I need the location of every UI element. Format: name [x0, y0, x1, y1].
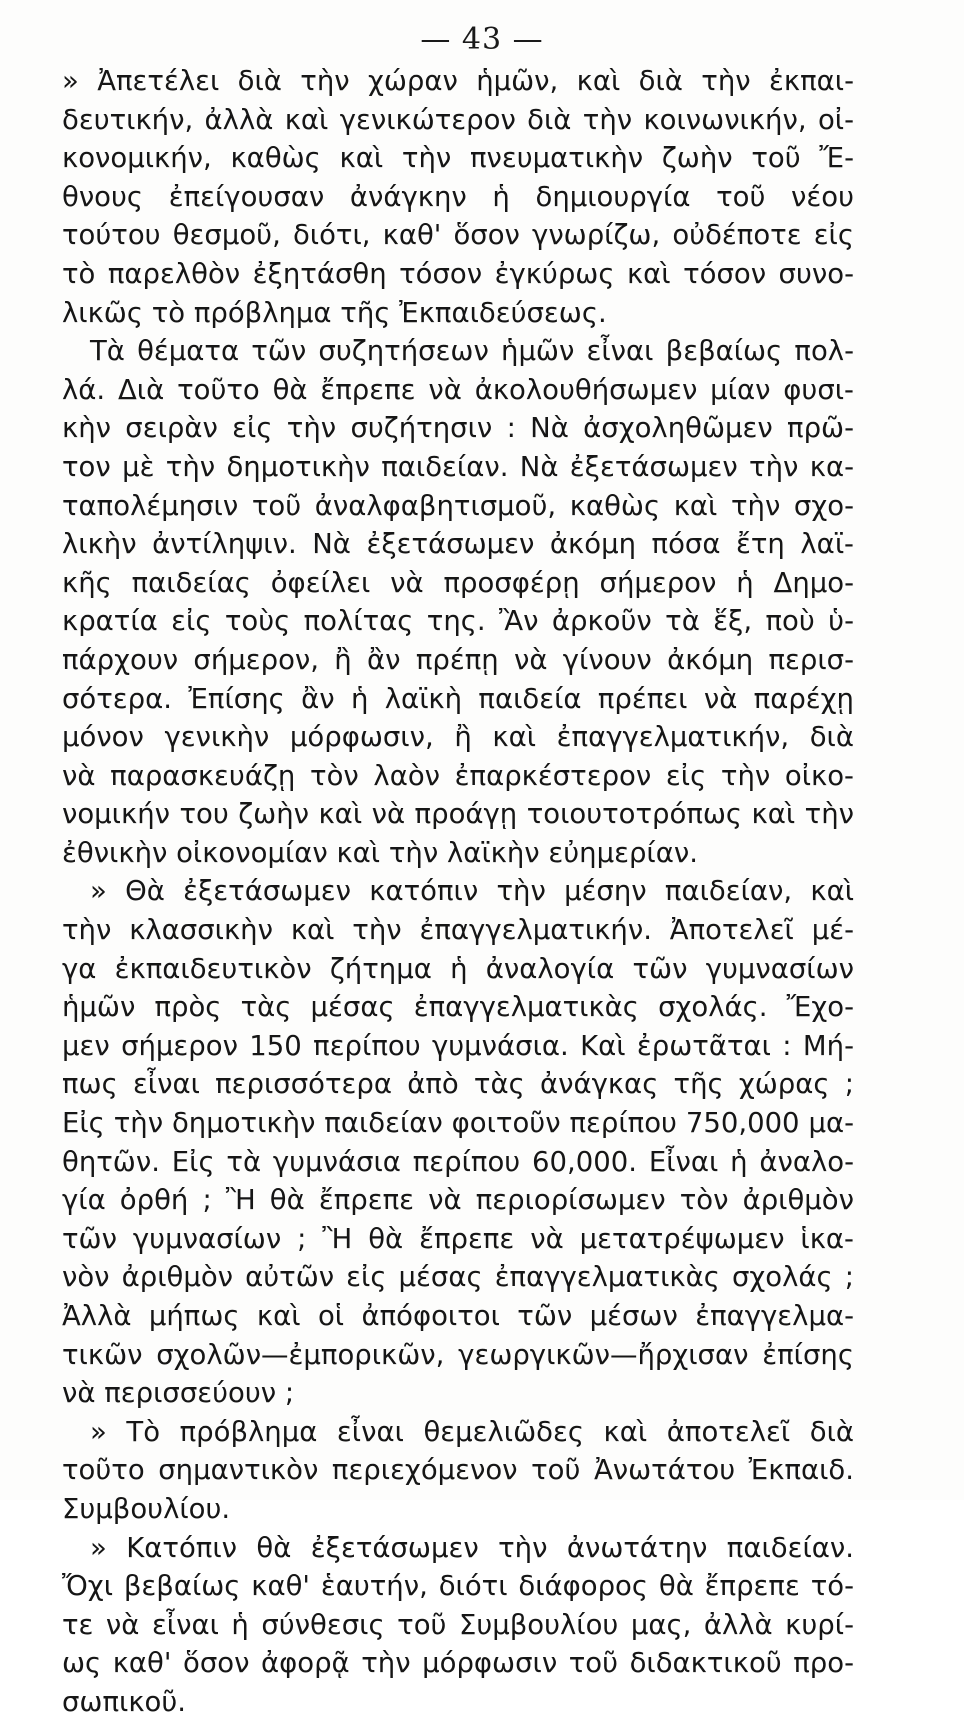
text-line: νομικήν του ζωὴν καὶ νὰ προάγῃ τοιουτοτρόπως καὶ τὴν [62, 798, 854, 831]
text-line: θητῶν. Εἰς τὰ γυμνάσια περίπου 60,000. Εἶναι ἡ ἀναλο- [62, 1145, 854, 1178]
text-line: » Θὰ ἐξετάσωμεν κατόπιν τὴν μέσην παιδείαν, καὶ [90, 875, 854, 908]
text-line: ἡμῶν πρὸς τὰς μέσας ἐπαγγελματικὰς σχολάς. Ἔχο- [62, 991, 854, 1024]
text-line: νὰ παρασκευάζῃ τὸν λαὸν ἐπαρκέστερον εἰς τὴν οἰκο- [62, 759, 854, 792]
text-line: ως καθ' ὅσον ἀφορᾷ τὴν μόρφωσιν τοῦ διδακτικοῦ προ- [62, 1647, 854, 1680]
paragraph [62, 1529, 854, 1722]
text-line: δευτικήν, ἀλλὰ καὶ γενικώτερον διὰ τὴν κοινωνικήν, οἰ- [62, 103, 854, 136]
text-line: Τὰ θέματα τῶν συζητήσεων ἡμῶν εἶναι βεβαίως πολ- [90, 335, 854, 368]
text-line: θνους ἐπείγουσαν ἀνάγκην ἡ δημιουργία τοῦ νέου [62, 180, 854, 213]
text-line: λά. Διὰ τοῦτο θὰ ἔπρεπε νὰ ἀκολουθήσωμεν μίαν φυσι- [62, 373, 854, 406]
paragraph [62, 332, 854, 872]
text-line: τον μὲ τὴν δημοτικὴν παιδείαν. Νὰ ἐξετάσωμεν τὴν κα- [62, 450, 854, 483]
text-line: μεν σήμερον 150 περίπου γυμνάσια. Καὶ ἐρωτᾶται : Μή- [62, 1029, 854, 1062]
text-line: σότερα. Ἐπίσης ἂν ἡ λαϊκὴ παιδεία πρέπει νὰ παρέχῃ [62, 682, 854, 715]
text-line: Συμβουλίου. [62, 1492, 231, 1525]
text-line: Εἰς τὴν δημοτικὴν παιδείαν φοιτοῦν περίπου 750,000 μα- [62, 1107, 854, 1140]
text-line: τῶν γυμνασίων ; Ἢ θὰ ἔπρεπε νὰ μετατρέψωμεν ἱκα- [62, 1222, 854, 1255]
text-line: » Τὸ πρόβλημα εἶναι θεμελιῶδες καὶ ἀποτελεῖ διὰ [90, 1415, 854, 1448]
text-line: Ἀλλὰ μήπως καὶ οἱ ἀπόφοιτοι τῶν μέσων ἐπαγγελμα- [62, 1300, 854, 1332]
paragraph [62, 1413, 854, 1529]
text-line: Ὄχι βεβαίως καθ' ἑαυτήν, διότι διάφορος θὰ ἔπρεπε τό- [62, 1570, 854, 1603]
body-text [62, 62, 854, 1722]
text-line: κρατία εἰς τοὺς πολίτας της. Ἂν ἀρκοῦν τὰ ἕξ, ποὺ ὑ- [62, 605, 854, 638]
text-line: τε νὰ εἶναι ἡ σύνθεσις τοῦ Συμβουλίου μας, ἀλλὰ κυρί- [62, 1608, 854, 1641]
page-number: — 43 — [420, 22, 544, 57]
text-line: μόνον γενικὴν μόρφωσιν, ἢ καὶ ἐπαγγελματικήν, διὰ [62, 721, 854, 754]
text-line: νὸν ἀριθμὸν αὐτῶν εἰς μέσας ἐπαγγελματικὰς σχολάς ; [62, 1261, 854, 1294]
text-line: » Κατόπιν θὰ ἐξετάσωμεν τὴν ἀνωτάτην παιδείαν. [90, 1531, 854, 1564]
text-line: τὴν κλασσικὴν καὶ τὴν ἐπαγγελματικήν. Ἀποτελεῖ μέ- [62, 914, 854, 947]
text-line: τικῶν σχολῶν—ἐμπορικῶν, γεωργικῶν—ἤρχισαν ἐπίσης [62, 1338, 854, 1371]
text-line: πως εἶναι περισσότερα ἀπὸ τὰς ἀνάγκας τῆς χώρας ; [62, 1068, 854, 1101]
text-line: ἐθνικὴν οἰκονομίαν καὶ τὴν λαϊκὴν εὐημερίαν. [62, 836, 698, 869]
text-line: λικὴν ἀντίληψιν. Νὰ ἐξετάσωμεν ἀκόμη πόσα ἔτη λαϊ- [62, 528, 854, 561]
text-line: γία ὀρθή ; Ἢ θὰ ἔπρεπε νὰ περιορίσωμεν τὸν ἀριθμὸν [62, 1184, 854, 1217]
text-line: νὰ περισσεύουν ; [62, 1377, 295, 1410]
text-line: τὸ παρελθὸν ἐξητάσθη τόσον ἐγκύρως καὶ τόσον συνο- [62, 257, 854, 290]
text-line: ταπολέμησιν τοῦ ἀναλφαβητισμοῦ, καθὼς καὶ τὴν σχο- [62, 489, 854, 522]
text-line: κὴν σειρὰν εἰς τὴν συζήτησιν : Νὰ ἀσχοληθῶμεν πρῶ- [62, 412, 854, 445]
paragraph [62, 872, 854, 1412]
text-line: κονομικήν, καθὼς καὶ τὴν πνευματικὴν ζωὴν τοῦ Ἔ- [62, 142, 854, 175]
text-line: πάρχουν σήμερον, ἢ ἂν πρέπῃ νὰ γίνουν ἀκόμη περισ- [62, 643, 854, 676]
text-line: λικῶς τὸ πρόβλημα τῆς Ἐκπαιδεύσεως. [62, 296, 607, 329]
text-line: γα ἐκπαιδευτικὸν ζήτημα ἡ ἀναλογία τῶν γυμνασίων [62, 952, 854, 985]
text-line: σωπικοῦ. [62, 1685, 187, 1718]
text-line: τοῦτο σημαντικὸν περιεχόμενον τοῦ Ἀνωτάτου Ἐκπαιδ. [62, 1454, 854, 1487]
paragraph [62, 62, 854, 332]
text-line: » Ἀπετέλει διὰ τὴν χώραν ἡμῶν, καὶ διὰ τὴν ἐκπαι- [62, 65, 854, 97]
text-line: τούτου θεσμοῦ, διότι, καθ' ὅσον γνωρίζω, οὐδέποτε εἰς [62, 219, 854, 252]
text-line: κῆς παιδείας ὀφείλει νὰ προσφέρῃ σήμερον ἡ Δημο- [62, 566, 854, 599]
